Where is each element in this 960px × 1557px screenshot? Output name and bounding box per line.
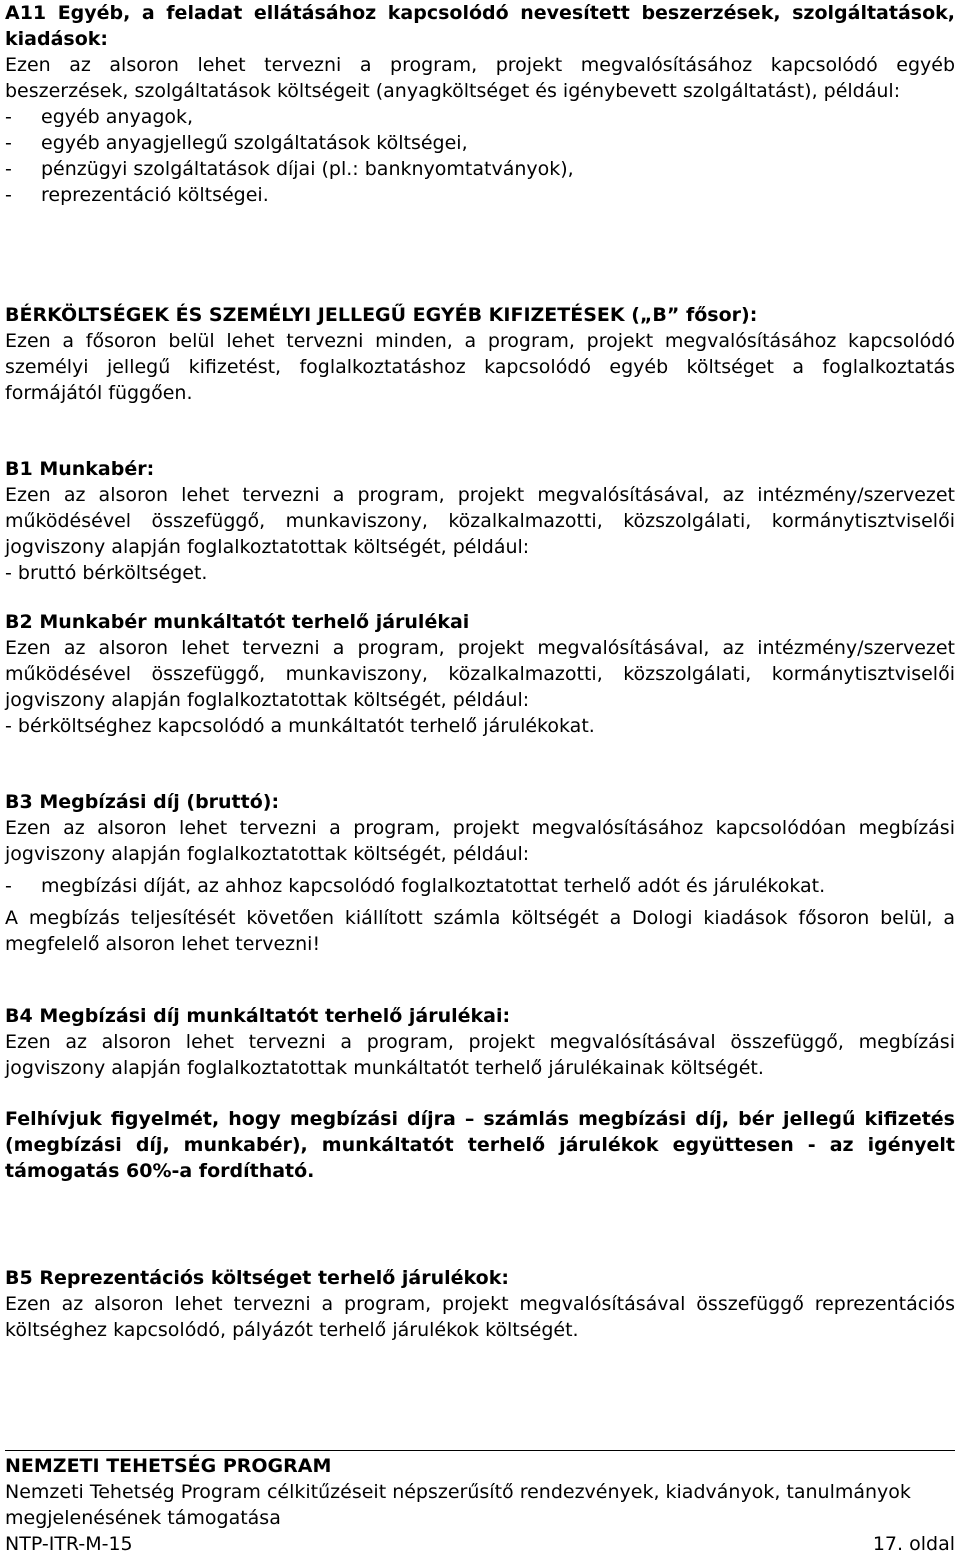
section-b-body: Ezen a fősoron belül lehet tervezni minden, a program, projekt megvalósításához kapcsolódó személyi jellegű kifizetést, foglalkoztatáshoz kapcsolódó egyéb költséget a foglalkoztatás formájától függően. xyxy=(5,330,955,404)
section-b xyxy=(5,302,955,406)
page-footer xyxy=(5,1450,955,1557)
section-b2-item: - bérköltséghez kapcsolódó a munkáltatót terhelő járulékokat. xyxy=(5,715,595,737)
section-b5 xyxy=(5,1265,955,1343)
footer-program-title: NEMZETI TEHETSÉG PROGRAM xyxy=(5,1455,332,1477)
section-b3-note: A megbízás teljesítését követően kiállított számla költségét a Dologi kiadások fősoron belül, a megfelelő alsoron lehet tervezni! xyxy=(5,907,955,955)
list-item: - megbízási díját, az ahhoz kapcsolódó foglalkoztatottat terhelő adót és járulékokat. xyxy=(5,875,826,897)
section-b2-body: Ezen az alsoron lehet tervezni a program, projekt megvalósításával, az intézmény/szervezet működésével összefüggő, munkaviszony, közalkalmazotti, közszolgálati, kormánytisztviselői jogviszony alapján foglalkoztatottak költségét, például: xyxy=(5,637,955,711)
section-a11-title: A11 Egyéb, a feladat ellátásához kapcsolódó nevesített beszerzések, szolgáltatások, kiadások: xyxy=(5,2,955,50)
list-item: - egyéb anyagjellegű szolgáltatások költségei, xyxy=(5,132,468,154)
list-item: - pénzügyi szolgáltatások díjai (pl.: banknyomtatványok), xyxy=(5,158,574,180)
section-b4-title: B4 Megbízási díj munkáltatót terhelő járulékai: xyxy=(5,1005,511,1027)
section-b-title: BÉRKÖLTSÉGEK ÉS SZEMÉLYI JELLEGŰ EGYÉB KIFIZETÉSEK („B” fősor): xyxy=(5,304,758,326)
section-b1 xyxy=(5,456,955,586)
section-b4-body: Ezen az alsoron lehet tervezni a program, projekt megvalósításával összefüggő, megbízási jogviszony alapján foglalkoztatottak munkáltatót terhelő járulékainak költségét. xyxy=(5,1031,955,1079)
section-a11-list xyxy=(5,104,955,208)
list-item: - reprezentáció költségei. xyxy=(5,184,269,206)
section-b5-title: B5 Reprezentációs költséget terhelő járulékok: xyxy=(5,1267,509,1289)
section-b3 xyxy=(5,789,955,957)
footer-description: Nemzeti Tehetség Program célkitűzéseit népszerűsítő rendezvények, kiadványok, tanulmányok megjelenésének támogatása xyxy=(5,1481,911,1529)
section-b4-warning: Felhívjuk figyelmét, hogy megbízási díjra – számlás megbízási díj, bér jellegű kifizetés (megbízási díj, munkabér), munkáltatót terhelő járulékok együttesen - az igényelt támogatás 60%-a fordítható. xyxy=(5,1108,955,1182)
section-a11-body: Ezen az alsoron lehet tervezni a program, projekt megvalósításához kapcsolódó egyéb beszerzések, szolgáltatások költségeit (anyagköltséget és igénybevett szolgáltatást), például: xyxy=(5,54,955,102)
section-b4 xyxy=(5,1003,955,1184)
section-b5-body: Ezen az alsoron lehet tervezni a program, projekt megvalósításával összefüggő reprezentációs költséghez kapcsolódó, pályázót terhelő járulékok költségét. xyxy=(5,1293,955,1341)
footer-code: NTP-ITR-M-15 xyxy=(5,1533,133,1555)
section-b1-item: - bruttó bérköltséget. xyxy=(5,562,208,584)
section-b1-title: B1 Munkabér: xyxy=(5,458,155,480)
section-b3-title: B3 Megbízási díj (bruttó): xyxy=(5,791,280,813)
section-b3-list xyxy=(5,873,955,899)
section-b2-title: B2 Munkabér munkáltatót terhelő járulékai xyxy=(5,611,470,633)
section-b1-body: Ezen az alsoron lehet tervezni a program, projekt megvalósításával, az intézmény/szervezet működésével összefüggő, munkaviszony, közalkalmazotti, közszolgálati, kormánytisztviselői jogviszony alapján foglalkoztatottak költségét, például: xyxy=(5,484,955,558)
section-b2 xyxy=(5,609,955,739)
page-number: 17. oldal xyxy=(872,1533,955,1555)
section-b3-body: Ezen az alsoron lehet tervezni a program, projekt megvalósításához kapcsolódóan megbízási jogviszony alapján foglalkoztatottak költségét, például: xyxy=(5,817,955,865)
section-a11 xyxy=(5,0,955,208)
footer-bottom-row xyxy=(5,1531,955,1557)
list-item: - egyéb anyagok, xyxy=(5,106,194,128)
